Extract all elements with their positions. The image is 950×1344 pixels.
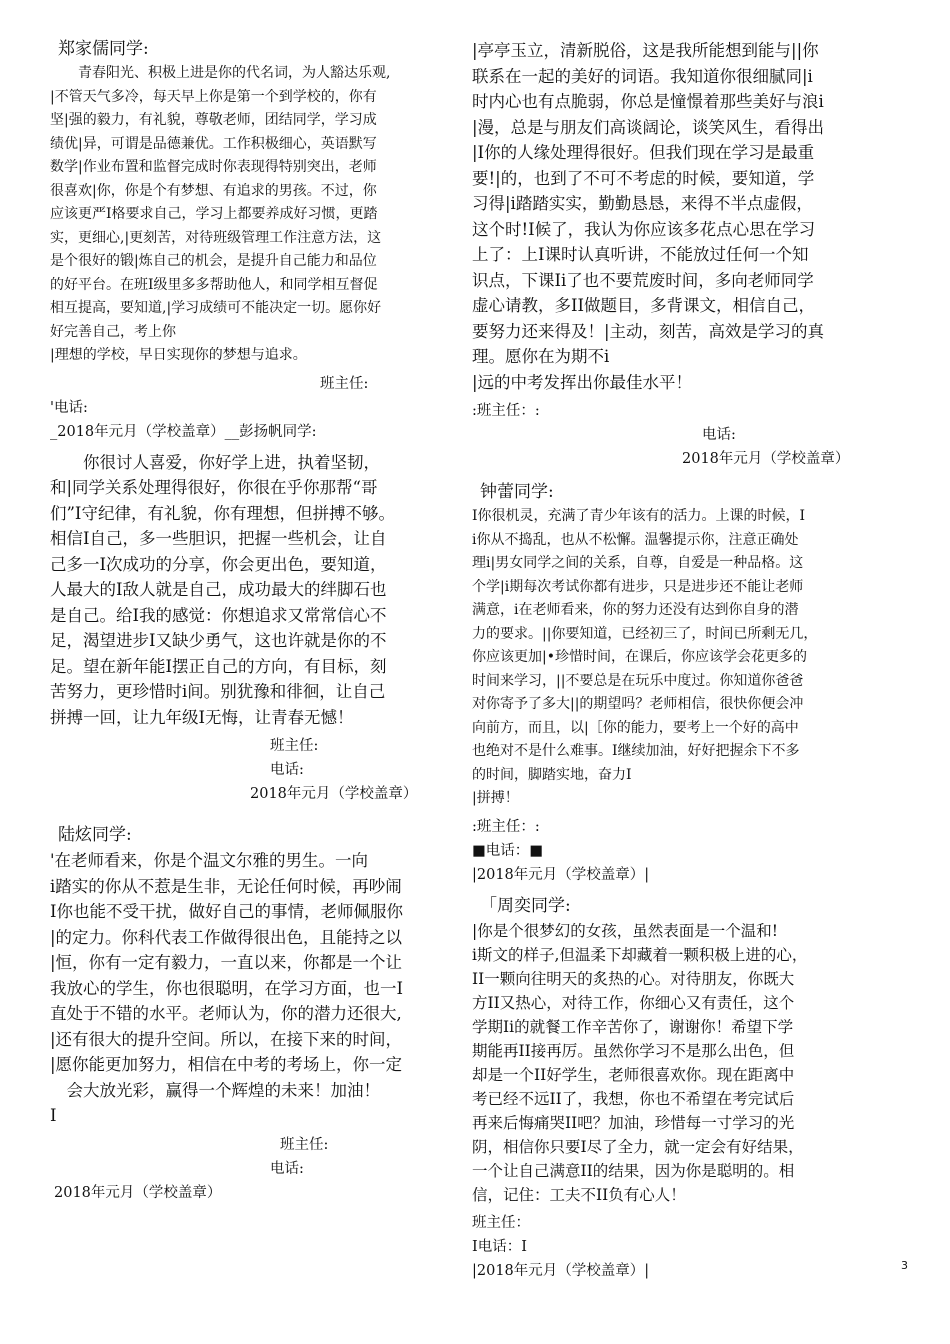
- signature-line: 班主任：: [472, 1214, 530, 1231]
- comment-line: |恒，你有一定有毅力，一直以来，你都是一个让: [50, 953, 403, 972]
- comment-line: 我放心的学生，你也很聪明，在学习方面，也一I: [50, 978, 404, 998]
- comment-line: 你很讨人喜爱，你好学上进，执着坚韧，: [50, 452, 380, 472]
- signature-block: [50, 1133, 472, 1205]
- comment-line: 这个时!I候了，我认为你应该多花点心思在学习: [472, 219, 816, 239]
- comment-line: 期能再II接再厉。虽然你学习不是那么出色，但: [472, 1041, 795, 1060]
- comment-line: 拼搏一回，让九年级I无悔，让青春无憾！: [50, 707, 354, 727]
- comment-line: 很喜欢|你，你是个有梦想、有追求的男孩。不过，你: [50, 182, 377, 199]
- student-name-heading: 「周奕同学:: [480, 895, 571, 916]
- signature-line: _2018年元月（学校盖章）__彭扬帆同学:: [50, 423, 317, 440]
- comment-line: 数学|作业布置和监督完成时你表现得特别突出，老师: [50, 159, 377, 175]
- letter-block: [50, 450, 472, 807]
- letter-block: [472, 481, 900, 887]
- comment-line: 和|同学关系处理得很好，你很在乎你那帮“哥: [50, 478, 378, 497]
- comment-line: I你很机灵，充满了青少年该有的活力。上课的时候，I: [472, 508, 806, 524]
- comment-line: 考已经不远II了，我想，你也不希望在考完试后: [472, 1089, 795, 1108]
- comment-line: 时内心也有点脆弱，你总是憧憬着那些美好与浪i: [472, 92, 824, 111]
- comment-line: 时间来学习，||不要总是在玩乐中度过。你知道你爸爸: [472, 672, 804, 689]
- comment-line: 一个让自己满意II的结果，因为你是聪明的。相: [472, 1161, 795, 1180]
- student-name-heading: 钟蕾同学:: [480, 482, 554, 502]
- comment-paragraph: [50, 62, 472, 368]
- signature-line: ■电话：■: [472, 842, 543, 859]
- comment-line: |不管天气多冷，每天早上你是第一个到学校的，你有: [50, 88, 377, 105]
- comment-line: 是个很好的锻|炼自己的机会，是提升自己能力和品位: [50, 253, 377, 269]
- comment-line: 个学|i期每次考试你都有进步，只是进步还不能让老师: [472, 578, 804, 595]
- comment-paragraph: [472, 505, 900, 811]
- comment-line: 要!|的，也到了不可不考虑的时候，要知道，学: [472, 168, 815, 188]
- comment-line: 虚心请教，多II做题目，多背课文，相信自己，: [472, 296, 816, 315]
- comment-line: 习得|i踏踏实实，勤勤恳恳，来得不半点虚假，: [472, 194, 813, 213]
- letter-block: [50, 38, 472, 444]
- comment-line: |漫，总是与朋友们高谈阔论，谈笑风生，看得出: [472, 117, 825, 137]
- comment-line: 足。望在新年能I摆正自己的方向，有目标，刻: [50, 656, 387, 676]
- page-number: 3: [901, 1259, 908, 1272]
- comment-paragraph: [50, 450, 472, 731]
- comment-line: |理想的学校，早日实现你的梦想与追求。: [50, 347, 307, 363]
- signature-line: |2018年元月（学校盖章）|: [472, 1262, 650, 1279]
- comment-line: 的好平台。在班I级里多多帮助他人，和同学相互督促: [50, 276, 378, 293]
- comment-line: 会大放光彩，赢得一个辉煌的未来！加油！: [50, 1080, 380, 1100]
- comment-line: 力的要求。||你要知道，已经初三了，时间已所剩无几，: [472, 625, 818, 642]
- right-column: [472, 38, 900, 1283]
- comment-paragraph: [472, 38, 900, 395]
- signature-line: 班主任:: [270, 738, 319, 754]
- letter-block: [472, 895, 900, 1283]
- comment-line: 的时间，脚踏实地，奋力I: [472, 766, 632, 783]
- comment-line: 实，更细心,|更刻苦，对待班级管理工作注意方法，这: [50, 229, 382, 246]
- comment-line: |远的中考发挥出你最佳水平！: [472, 372, 693, 392]
- signature-line: 班主任:: [280, 1136, 329, 1153]
- comment-line: |I你的人缘处理得很好。但我们现在学习是最重: [472, 143, 815, 162]
- signature-line: |2018年元月（学校盖章）|: [472, 866, 650, 883]
- comment-line: 己多一I次成功的分享，你会更出色，要知道，: [50, 554, 387, 574]
- comment-line: 是自己。给I我的感觉：你想追求又常常信心不: [50, 605, 387, 625]
- comment-line: 再来后悔痛哭II吧？加油，珍惜每一寸学习的光: [472, 1113, 795, 1132]
- comment-line: II一颗向往明天的炙热的心。对待朋友，你既大: [472, 969, 795, 988]
- signature-block: [50, 372, 472, 444]
- comment-line: 直处于不错的水平。老师认为，你的潜力还很大,: [50, 1004, 402, 1023]
- comment-line: 却是一个II好学生，老师很喜欢你。现在距离中: [472, 1065, 795, 1084]
- comment-line: 要努力还来得及！|主动，刻苦，高效是学习的真: [472, 321, 825, 341]
- comment-line: |亭亭玉立，清新脱俗，这是我所能想到能与||你: [472, 41, 819, 60]
- comment-line: 学期Ii的就餐工作辛苦你了，谢谢你！希望下学: [472, 1017, 794, 1036]
- signature-line: 电话:: [270, 762, 304, 778]
- comment-line: i踏实的你从不惹是生非，无论任何时候，再吵闹: [50, 876, 402, 896]
- comment-line: 联系在一起的美好的词语。我知道你很细腻同|i: [472, 66, 813, 86]
- comment-line: 们”I守纪律，有礼貌，你有理想，但拼搏不够。: [50, 503, 395, 523]
- comment-line: 识点，下课Ii了也不要荒废时间，多向老师同学: [472, 270, 814, 290]
- comment-line: 理i|男女同学之间的关系，自尊，自爱是一种品格。这: [472, 555, 804, 571]
- comment-line: 苦努力，更珍惜时i间。别犹豫和徘徊，让自己: [50, 682, 386, 701]
- signature-block: [472, 815, 900, 887]
- comment-line: 向前方，而且，以|［你的能力，要考上一个好的高中: [472, 719, 799, 736]
- signature-line: 电话:: [270, 1160, 304, 1177]
- comment-line: 坚|强的毅力，有礼貌，尊敬老师，团结同学，学习成: [50, 112, 377, 128]
- comment-line: 信，记住：工夫不II负有心人！: [472, 1185, 686, 1204]
- comment-line: |拼搏！: [472, 790, 519, 806]
- signature-block: [50, 734, 472, 806]
- signature-line: '电话:: [50, 399, 88, 416]
- comment-line: i斯文的样子,但温柔下却藏着一颗积极上进的心，: [472, 945, 808, 964]
- comment-line: 相互提高，要知道,|学习成绩可不能决定一切。愿你好: [50, 300, 382, 316]
- letter-block: [50, 824, 472, 1205]
- comment-line: i你从不捣乱，也从不松懈。温馨提示你，注意正确处: [472, 531, 799, 548]
- comment-line: 上了：上I课时认真听讲，不能放过任何一个知: [472, 245, 809, 264]
- comment-paragraph: [50, 848, 472, 1129]
- signature-block: [472, 1211, 900, 1283]
- signature-line: :班主任：:: [472, 818, 540, 835]
- comment-line: 对你寄予了多大||的期望吗？老师相信，很快你便会冲: [472, 696, 804, 712]
- student-name-heading: 郑家儒同学:: [58, 39, 149, 59]
- comment-line: 绩优|异，可谓是品德兼优。工作积极细心，英语默写: [50, 135, 377, 152]
- letter-block: [472, 38, 900, 471]
- comment-line: |你是个很梦幻的女孩，虽然表面是一个温和!: [472, 921, 778, 940]
- student-name-heading: 陆炫同学:: [58, 825, 132, 845]
- signature-line: 2018年元月（学校盖章）: [250, 786, 418, 802]
- comment-line: 你应该更加|•珍惜时间，在课后，你应该学会花更多的: [472, 649, 807, 665]
- comment-line: 方II又热心，对待工作，你细心又有责任，这个: [472, 993, 795, 1012]
- comment-line: 青春阳光、积极上进是你的代名词，为人豁达乐观,: [50, 65, 391, 81]
- comment-line: 相信I自己，多一些胆识，把握一些机会，让自: [50, 529, 387, 548]
- comment-paragraph: [472, 919, 900, 1207]
- signature-line: 班主任:: [320, 375, 369, 392]
- comment-line: |还有很大的提升空间。所以，在接下来的时间，: [50, 1029, 403, 1049]
- signature-line: :班主任：:: [472, 403, 540, 419]
- comment-line: I你也能不受干扰，做好自己的事情，老师佩服你: [50, 902, 404, 921]
- signature-block: [472, 399, 900, 471]
- comment-line: 应该更严I格要求自己，学习上都要养成好习惯，更踏: [50, 206, 378, 222]
- signature-line: I电话：I: [472, 1238, 527, 1255]
- comment-line: 足，渴望进步I又缺少勇气，这也许就是你的不: [50, 631, 387, 650]
- comment-line: 好完善自己，考上你: [50, 323, 176, 340]
- comment-line: I: [50, 1106, 57, 1125]
- comment-line: 满意，i在老师看来，你的努力还没有达到你自身的潜: [472, 602, 799, 618]
- left-column: [50, 38, 472, 1205]
- comment-line: '在老师看来，你是个温文尔雅的男生。一向: [50, 851, 369, 870]
- signature-line: 2018年元月（学校盖章）: [682, 451, 850, 467]
- signature-line: 2018年元月（学校盖章）: [54, 1184, 222, 1201]
- comment-line: 人最大的I敌人就是自己，成功最大的绊脚石也: [50, 580, 387, 599]
- comment-line: |的定力。你科代表工作做得很出色，且能持之以: [50, 927, 403, 947]
- comment-line: |愿你能更加努力，相信在中考的考场上，你一定: [50, 1055, 403, 1074]
- signature-line: 电话:: [702, 427, 736, 443]
- comment-line: 也绝对不是什么难事。I继续加油，好好把握余下不多: [472, 743, 800, 759]
- comment-line: 阴，相信你只要I尽了全力，就一定会有好结果，: [472, 1137, 804, 1156]
- comment-line: 理。愿你在为期不i: [472, 347, 610, 366]
